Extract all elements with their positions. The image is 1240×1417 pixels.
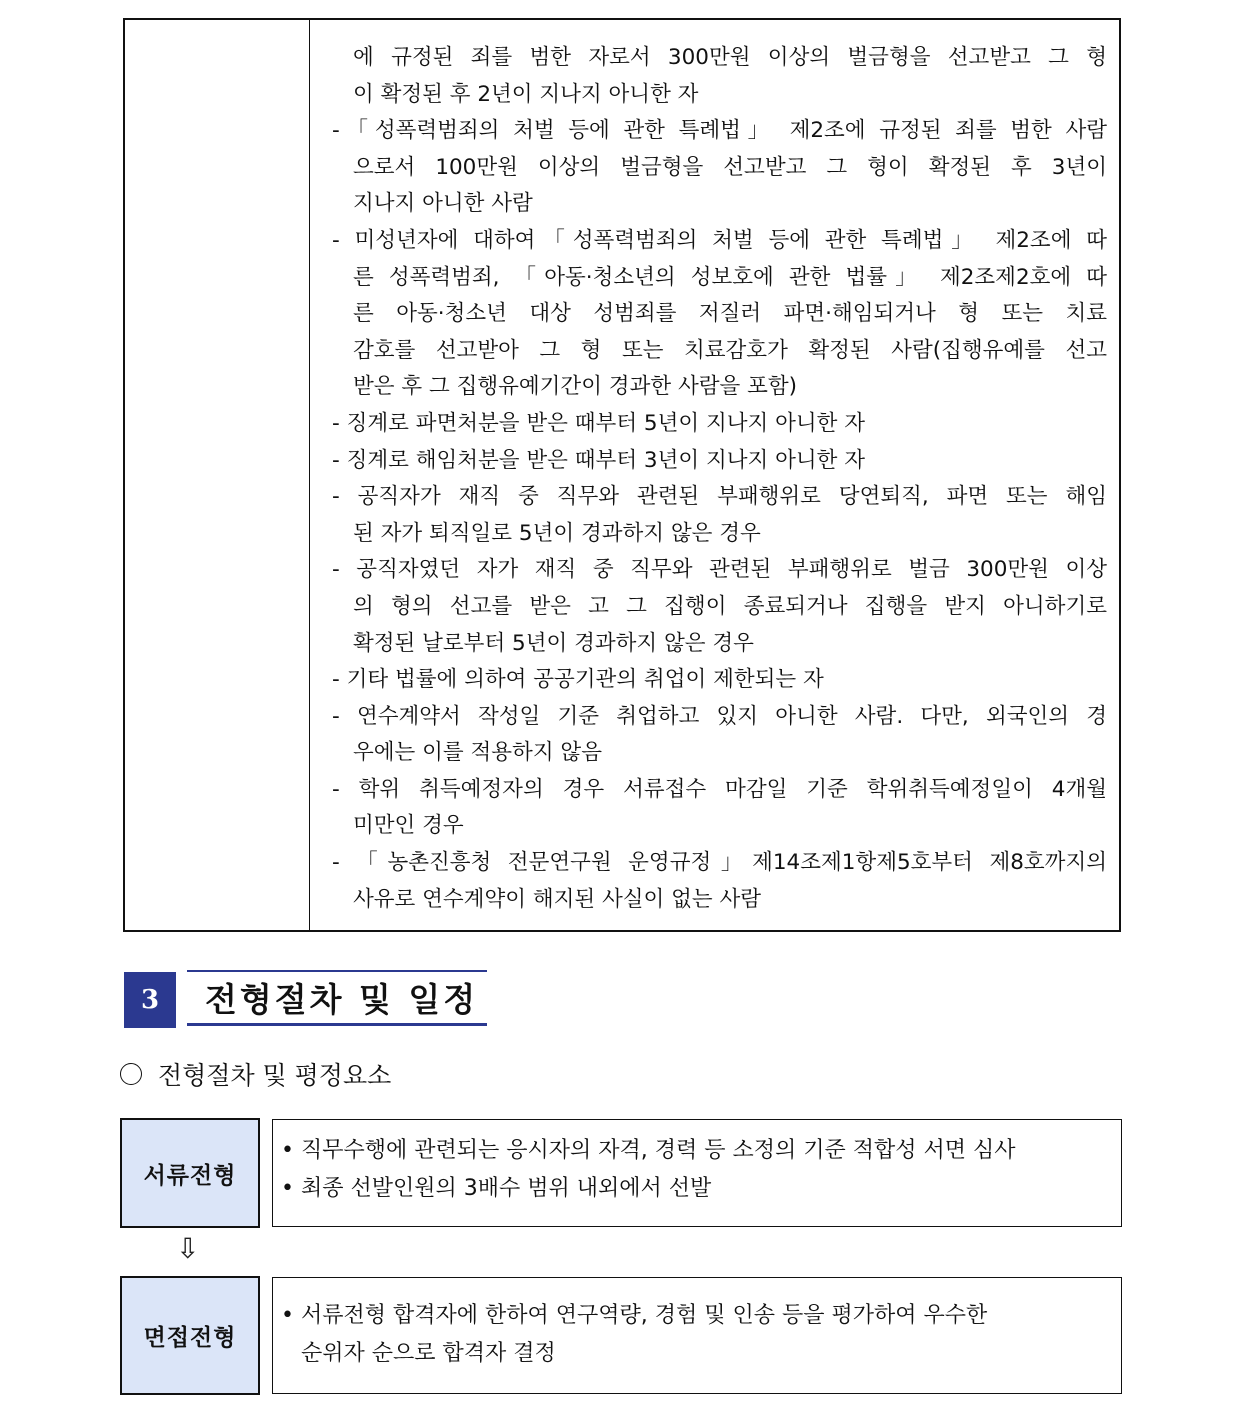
list-item: - 연수계약서 작성일 기준 취업하고 있지 아니한 사람. 다만, 외국인의 경 [332, 703, 1107, 729]
text-line: 른 성폭력범죄, 「아동·청소년의 성보호에 관한 법률」 제2조제2호에 따 [353, 264, 1107, 290]
qualification-table [123, 18, 1121, 932]
list-item [281, 1335, 1121, 1373]
text-line: 사유로 연수계약이 해지된 사실이 없는 사람 [353, 886, 762, 912]
text-line: 우에는 이를 적용하지 않음 [353, 740, 602, 766]
text-line: 른 아동·청소년 대상 성범죄를 저질러 파면·해임되거나 형 또는 치료 [353, 301, 1107, 327]
stage-label-document-screening: 서류전형 [120, 1118, 260, 1228]
section-number-badge: 3 [124, 972, 176, 1028]
bullet-icon: • [281, 1303, 294, 1328]
text-line: 확정된 날로부터 5년이 경과하지 않은 경우 [353, 630, 754, 656]
list-item [281, 1170, 1121, 1208]
list-item [281, 1132, 1121, 1170]
down-arrow-icon: ⇩ [176, 1232, 200, 1265]
list-item: - 징계로 해임처분을 받은 때부터 3년이 지나지 아니한 자 [332, 447, 866, 473]
list-item-text: 직무수행에 관련되는 응시자의 자격, 경력 등 소정의 기준 적합성 서면 심사 [301, 1138, 1016, 1163]
list-item: - 징계로 파면처분을 받은 때부터 5년이 지나지 아니한 자 [332, 410, 866, 436]
stage-label-interview: 면접전형 [120, 1276, 260, 1395]
text-line: 미만인 경우 [353, 813, 464, 839]
list-item-text: 최종 선발인원의 3배수 범위 내외에서 선발 [301, 1176, 712, 1201]
subsection-heading [120, 1056, 391, 1092]
text-line: 에 규정된 죄를 범한 자로서 300만원 이상의 벌금형을 선고받고 그 형 [353, 45, 1107, 70]
list-item: - 기타 법률에 의하여 공공기관의 취업이 제한되는 자 [332, 667, 824, 693]
table-label-cell [125, 20, 310, 930]
text-line: 된 자가 퇴직일로 5년이 경과하지 않은 경우 [353, 520, 761, 546]
stage-description-interview [272, 1277, 1122, 1394]
text-line: 받은 후 그 집행유예기간이 경과한 사람을 포함) [353, 374, 798, 400]
text-line: 의 형의 선고를 받은 고 그 집행이 종료되거나 집행을 받지 아니하기로 [353, 593, 1107, 619]
table-content-cell [310, 20, 1119, 930]
text-line: 으로서 100만원 이상의 벌금형을 선고받고 그 형이 확정된 후 3년이 [353, 154, 1107, 180]
text-line: 지나지 아니한 사람 [353, 191, 533, 217]
list-item: - 공직자가 재직 중 직무와 관련된 부패행위로 당연퇴직, 파면 또는 해임 [332, 484, 1107, 510]
stage-description-document-screening [272, 1119, 1122, 1227]
text-line: 감호를 선고받아 그 형 또는 치료감호가 확정된 사람(집행유예를 선고 [353, 337, 1107, 363]
list-item [281, 1297, 1121, 1335]
list-item: - 「농촌진흥청 전문연구원 운영규정」제14조제1항제5호부터 제8호까지의 [332, 850, 1107, 876]
bullet-icon: • [281, 1176, 294, 1201]
text-line: 이 확정된 후 2년이 지나지 아니한 자 [353, 81, 699, 107]
list-item: -「성폭력범죄의 처벌 등에 관한 특례법」 제2조에 규정된 죄를 범한 사람 [332, 118, 1107, 144]
section-title: 전형절차 및 일정 [187, 970, 487, 1026]
list-item-text: 서류전형 합격자에 한하여 연구역량, 경험 및 인송 등을 평가하여 우수한 [301, 1303, 988, 1328]
list-item: - 미성년자에 대하여「성폭력범죄의 처벌 등에 관한 특례법」 제2조에 따 [332, 227, 1107, 253]
bullet-icon: • [281, 1138, 294, 1163]
list-item: - 공직자였던 자가 재직 중 직무와 관련된 부패행위로 벌금 300만원 이상 [332, 557, 1107, 583]
list-item: - 학위 취득예정자의 경우 서류접수 마감일 기준 학위취득예정일이 4개월 [332, 776, 1107, 802]
circle-bullet-icon [120, 1063, 142, 1085]
list-item-text: 순위자 순으로 합격자 결정 [301, 1341, 556, 1366]
subsection-title: 전형절차 및 평정요소 [158, 1061, 392, 1090]
